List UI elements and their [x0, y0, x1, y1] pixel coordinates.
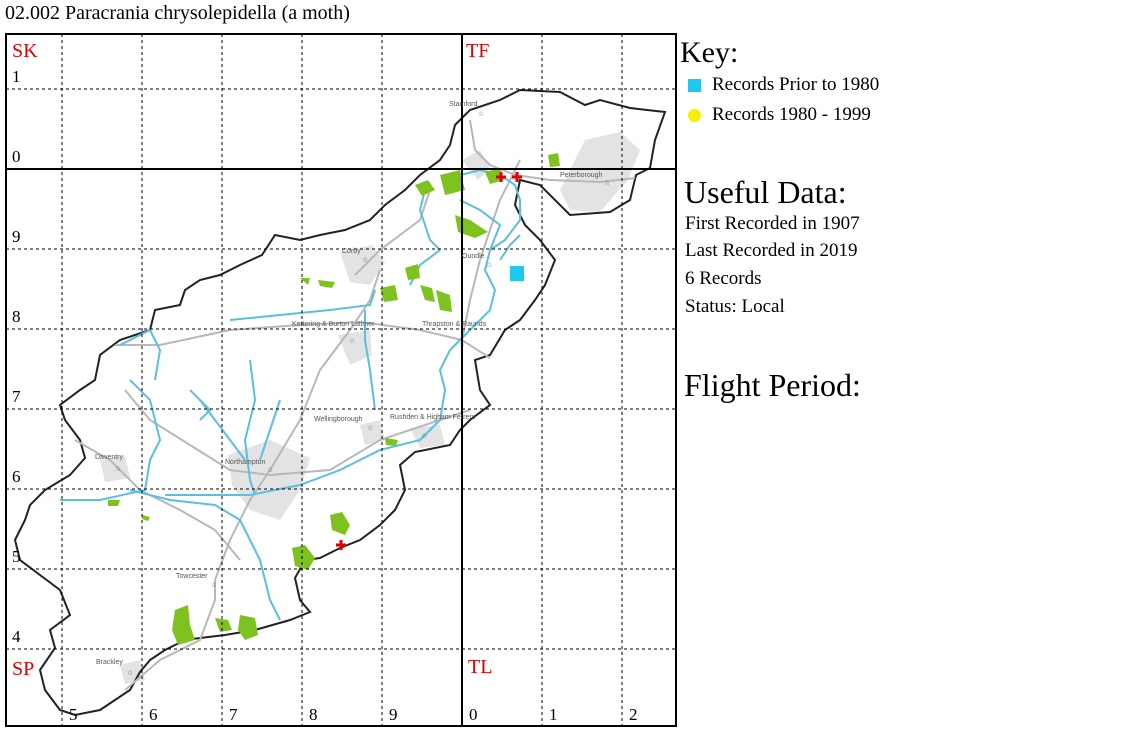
grid-y-label: 7	[12, 387, 21, 406]
town-marker-star: ☆	[127, 670, 134, 677]
grid-x-label: 5	[69, 705, 78, 724]
status: Status: Local	[685, 296, 785, 317]
last-recorded: Last Recorded in 2019	[685, 240, 858, 261]
town-northampton: Northampton	[225, 459, 266, 466]
towns	[95, 101, 610, 677]
town-wellingborough: Wellingborough	[314, 416, 363, 423]
grid-x-label: 9	[389, 705, 398, 724]
square-code-sk: SK	[12, 40, 38, 62]
record-recent-markers	[336, 172, 522, 550]
grid-y-label: 8	[12, 307, 21, 326]
town-marker-star: ☆	[362, 257, 369, 264]
grid-x-label: 8	[309, 705, 318, 724]
square-code-tf: TF	[466, 40, 490, 62]
grid-x-label: 6	[149, 705, 158, 724]
key-item-label: Records Prior to 1980	[712, 74, 880, 95]
town-marker-star: ☆	[478, 111, 485, 118]
key-title: Key:	[680, 36, 739, 69]
town-marker-star: ☆	[459, 341, 466, 348]
key-item-prior-1980	[688, 74, 879, 96]
square-code-sp: SP	[12, 658, 35, 680]
woodland	[108, 153, 560, 645]
species-title: 02.002 Paracrania chrysolepidella (a moth)	[5, 2, 350, 24]
grid-frame	[6, 34, 676, 726]
town-marker-star: ☆	[367, 425, 374, 432]
town-marker-star: ☆	[486, 262, 493, 269]
grid-y-label: 5	[12, 547, 21, 566]
town-oundle: Oundle	[462, 253, 485, 260]
grid-x-label: 2	[629, 705, 638, 724]
town-marker-star: ☆	[604, 180, 611, 187]
yellow-circle-icon	[688, 109, 701, 122]
town-marker-star: ☆	[211, 582, 218, 589]
town-marker-star: ☆	[267, 467, 274, 474]
records-count: 6 Records	[685, 268, 762, 289]
town-marker-star: ☆	[115, 466, 122, 473]
town-rushden: Rushden & Higham Ferrers	[390, 414, 476, 421]
town-peterborough: Peterborough	[560, 172, 603, 179]
key-item-label: Records 1980 - 1999	[712, 104, 871, 125]
grid-x-label: 0	[469, 705, 478, 724]
key-item-1980-1999	[688, 104, 871, 126]
record-prior-1980-marker	[510, 266, 524, 281]
flight-period-title: Flight Period:	[684, 367, 861, 403]
urban-areas	[100, 132, 640, 684]
town-kettering: Kettering & Burton Latimer	[292, 321, 375, 328]
grid-y-label: 6	[12, 467, 21, 486]
town-towcester: Towcester	[176, 573, 208, 580]
grid-y-label: 0	[12, 147, 21, 166]
grid-y-label: 9	[12, 227, 21, 246]
useful-data-title: Useful Data:	[684, 174, 847, 210]
town-thrapston: Thrapston & Raunds	[422, 321, 487, 328]
town-corby: Corby	[342, 248, 361, 255]
town-daventry: Daventry	[95, 454, 124, 461]
grid-lines	[6, 34, 676, 726]
grid-y-label: 1	[12, 67, 21, 86]
grid-x-label: 7	[229, 705, 238, 724]
blue-square-icon	[688, 79, 701, 92]
grid-x-label: 1	[549, 705, 558, 724]
square-code-tl: TL	[468, 656, 493, 678]
first-recorded: First Recorded in 1907	[685, 213, 860, 234]
town-marker-star: ☆	[421, 433, 428, 440]
town-stamford: Stamford	[449, 101, 478, 108]
roads	[75, 120, 635, 690]
town-brackley: Brackley	[96, 659, 123, 666]
town-marker-star: ☆	[349, 338, 356, 345]
grid-y-label: 4	[12, 627, 21, 646]
